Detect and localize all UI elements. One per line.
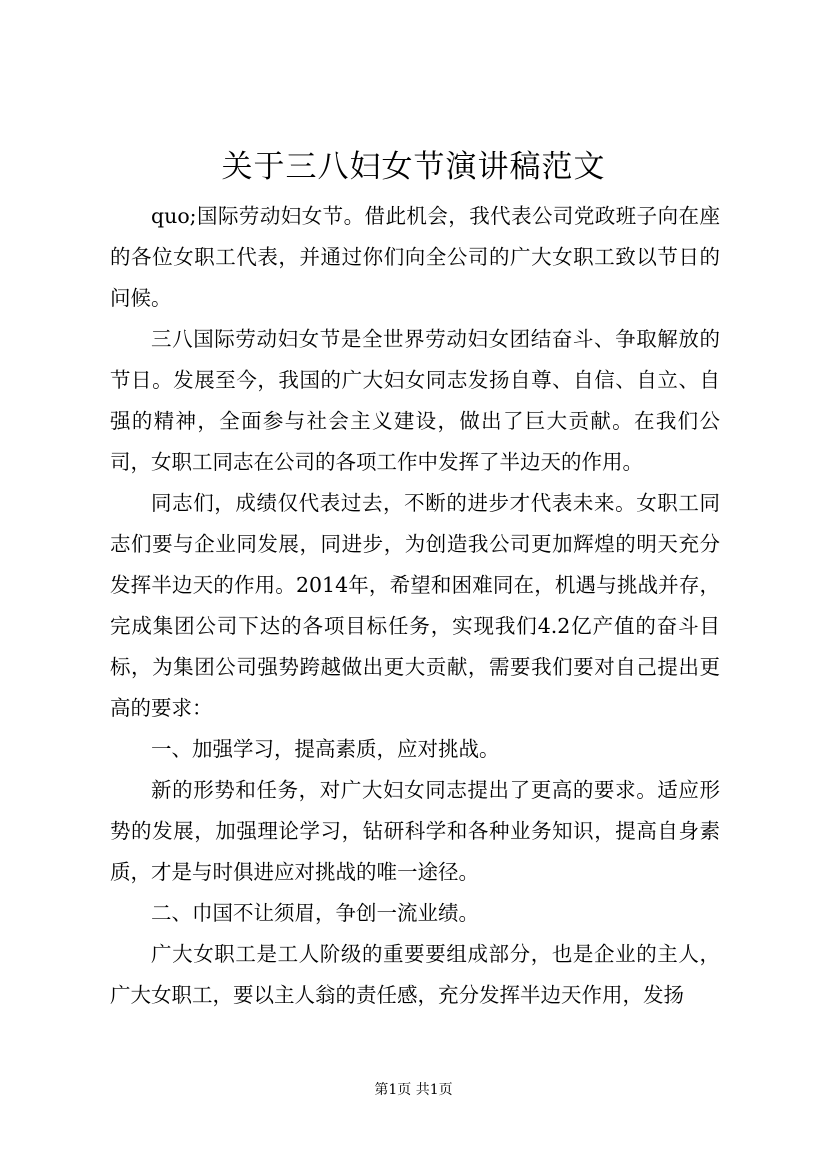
paragraph: 三八国际劳动妇女节是全世界劳动妇女团结奋斗、争取解放的节日。发展至今，我国的广大妇女同志发扬自尊、自信、自立、自强的精神，全面参与社会主义建设，做出了巨大贡献。在我们公司，女职工同志在公司的各项工作中发挥了半边天的作用。 (110, 327, 720, 474)
section-heading: 一、加强学习，提高素质，应对挑战。 (151, 737, 500, 761)
paragraph: 广大女职工是工人阶级的重要要组成部分，也是企业的主人，广大女职工，要以主人翁的责任感，充分发挥半边天作用，发扬 (110, 942, 720, 1007)
document-title: 关于三八妇女节演讲稿范文 (221, 149, 606, 185)
paragraph: quo;国际劳动妇女节。借此机会，我代表公司党政班子向在座的各位女职工代表，并通过你们向全公司的广大女职工致以节日的问候。 (110, 204, 720, 310)
document-body (110, 196, 720, 1016)
paragraph: 同志们，成绩仅代表过去，不断的进步才代表未来。女职工同志们要与企业同发展，同进步，为创造我公司更加辉煌的明天充分发挥半边天的作用。2014年，希望和困难同在，机遇与挑战并存，完成集团公司下达的各项目标任务，实现我们4.2亿产值的奋斗目标，为集团公司强势跨越做出更大贡献，需要我们要对自己提出更高的要求： (110, 491, 720, 720)
page-footer: 第1页 共1页 (374, 1082, 453, 1098)
section-heading: 二、巾国不让须眉，争创一流业绩。 (151, 901, 479, 925)
paragraph: 新的形势和任务，对广大妇女同志提出了更高的要求。适应形势的发展，加强理论学习，钻研科学和各种业务知识，提高自身素质，才是与时俱进应对挑战的唯一途径。 (110, 778, 720, 884)
